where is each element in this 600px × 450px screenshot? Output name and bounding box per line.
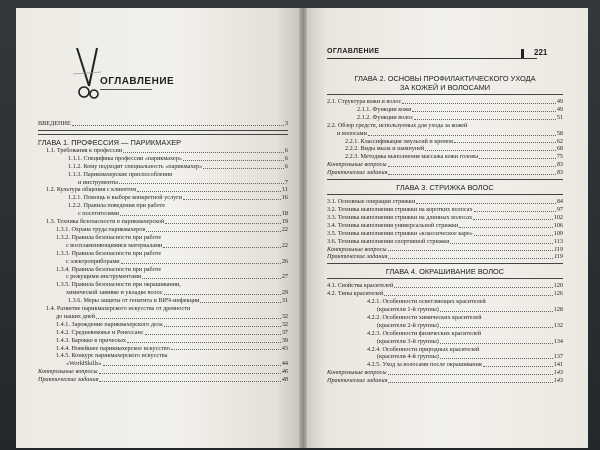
chapter-rule xyxy=(327,194,563,195)
toc-entry xyxy=(38,321,288,329)
leader-dots xyxy=(474,235,553,236)
leader-dots xyxy=(183,199,281,200)
toc-entry xyxy=(327,298,563,314)
running-head: ОГЛАВЛЕНИЕ xyxy=(327,48,380,55)
toc-entry xyxy=(327,138,563,146)
toc-page-number: 113 xyxy=(553,237,563,245)
toc-page-number: 143 xyxy=(553,377,563,385)
running-head-marker xyxy=(521,49,524,58)
toc-entry-text: 1.3.4. Правила безопасности при работе xyxy=(56,265,162,273)
toc-page-number: 32 xyxy=(281,312,288,320)
chapter-title: ГЛАВА 4. ОКРАШИВАНИЕ ВОЛОС xyxy=(385,267,505,277)
toc-page-number: 44 xyxy=(281,360,288,368)
leader-dots xyxy=(474,211,556,212)
chapter-rule xyxy=(327,94,563,95)
leader-dots xyxy=(99,381,280,382)
leader-dots xyxy=(440,358,553,359)
toc-entry-text: Контрольные вопросы xyxy=(327,369,387,377)
toc-entry xyxy=(38,163,288,171)
toc-entry xyxy=(327,214,563,222)
toc-entry-text: 1.1.3. Парикмахерские приспособления xyxy=(68,170,173,178)
toc-entry-text: 1.1. Требования к профессии xyxy=(46,146,123,154)
toc-entry xyxy=(38,352,288,368)
toc-entry-text: 4.2.1. Особенности осветляющих красителей xyxy=(367,298,486,306)
scissors-logo-icon xyxy=(71,46,105,102)
toc-page-number: 102 xyxy=(553,213,563,221)
toc-entry-text: 2.2. Обзор средств, используемых для ухода за кожей xyxy=(327,121,468,129)
toc-page-number: 97 xyxy=(556,205,563,213)
toc-entry-text: 1.3.5. Правила безопасности при окрашивании, xyxy=(56,281,181,289)
toc-entry-text: Практические задания xyxy=(327,253,388,261)
toc-entry-text: Контрольные вопросы xyxy=(327,245,387,253)
toc-entry-text-cont: с воспламеняющимися материалами xyxy=(66,241,163,249)
toc-page-number: 49 xyxy=(556,105,563,113)
leader-dots xyxy=(440,327,553,328)
toc-entry-text: Практические задания xyxy=(38,376,99,384)
toc-entry xyxy=(38,376,288,384)
leader-dots xyxy=(368,135,556,136)
toc-page-number: 134 xyxy=(553,337,563,345)
chapter-title: ЗА КОЖЕЙ И ВОЛОСАМИ xyxy=(399,83,491,92)
leader-dots xyxy=(440,311,553,312)
toc-entry-text: 1.4.5. Конкурс парикмахерского искусства xyxy=(56,352,168,360)
toc-entry-text: 1.2. Культура общения с клиентом xyxy=(46,186,137,194)
toc-entry xyxy=(327,369,563,377)
leader-dots xyxy=(146,231,281,232)
running-head-rule xyxy=(327,58,537,59)
toc-page-number: 27 xyxy=(281,273,288,281)
toc-entry-text-cont: с электроприборами xyxy=(66,257,120,265)
toc-page-number: 7 xyxy=(284,178,288,186)
toc-entry-text: 1.3.3. Правила безопасности при работе xyxy=(56,249,162,257)
toc-entry-text: 1.3.6. Меры защиты от гепатита и ВИЧ-инфекции xyxy=(68,297,200,305)
toc-page-number: 68 xyxy=(556,145,563,153)
leader-dots xyxy=(96,318,281,319)
toc-entry-text: 4.2.3. Особенности физических красителей xyxy=(367,329,482,337)
toc-page-number: 18 xyxy=(281,210,288,218)
toc-page-number: 84 xyxy=(556,198,563,206)
toc-entry-text-cont: и волосами xyxy=(337,129,367,137)
toc-entry-text: 4.1. Свойства красителей xyxy=(327,282,394,290)
toc-entry-text-cont: «WorldSkills» xyxy=(66,360,102,368)
toc-entry-text: 1.4.3. Барокко в прическах xyxy=(56,336,126,344)
leader-dots xyxy=(164,326,281,327)
toc-entry-text: 1.1.1. Специфика профессии «парикмахер» xyxy=(68,154,182,162)
leader-dots xyxy=(384,295,552,296)
toc-entry xyxy=(327,377,563,385)
toc-entry xyxy=(327,206,563,214)
leader-dots xyxy=(164,294,281,295)
leader-dots xyxy=(103,365,281,366)
toc-entry-text: 2.2.3. Методика выполнения массажа кожи головы xyxy=(345,153,479,161)
toc-entry xyxy=(327,114,563,122)
right-page xyxy=(307,8,588,448)
leader-dots xyxy=(473,219,553,220)
toc-entry xyxy=(38,186,288,194)
leader-dots xyxy=(145,334,281,335)
toc-page-number: 51 xyxy=(556,113,563,121)
toc-entry-text: 1.4. Развитие парикмахерского искусства от древности xyxy=(46,305,191,313)
leader-dots xyxy=(121,263,281,264)
toc-entry xyxy=(38,194,288,202)
toc-page-number: 119 xyxy=(554,253,563,261)
toc-entry xyxy=(327,198,563,206)
leader-dots xyxy=(412,111,555,112)
right-toc-list xyxy=(327,74,563,385)
toc-chapter xyxy=(38,138,288,147)
leader-dots xyxy=(483,366,553,367)
toc-page-number: 6 xyxy=(284,162,288,170)
toc-page-number: 128 xyxy=(553,306,563,314)
toc-entry-text: Практические задания xyxy=(327,377,388,385)
toc-entry-text: 3.6. Техника выполнения спортивной стрижки xyxy=(327,237,450,245)
toc-entry-text: 4.2.5. Уход за волосами после окрашивания xyxy=(367,361,482,369)
toc-entry xyxy=(38,368,288,376)
toc-page-number: 6 xyxy=(284,146,288,154)
chapter-rule xyxy=(38,134,288,135)
toc-entry-text: 1.2.2. Правила поведения при работе xyxy=(68,202,165,210)
toc-entry xyxy=(38,120,288,128)
toc-entry xyxy=(327,169,563,177)
toc-heading: ОГЛАВЛЕНИЕ xyxy=(100,76,175,87)
toc-entry-text: 1.3.1. Охрана труда парикмахеров xyxy=(56,225,146,233)
leader-dots xyxy=(200,302,280,303)
toc-entry xyxy=(327,145,563,153)
toc-entry xyxy=(38,250,288,266)
toc-entry xyxy=(38,218,288,226)
toc-entry-text: 1.4.2. Средневековье и Ренессанс xyxy=(56,328,144,336)
toc-entry xyxy=(327,314,563,330)
toc-entry-text: 2.1.2. Функции волос xyxy=(357,113,414,121)
toc-entry xyxy=(38,337,288,345)
toc-page-number: 143 xyxy=(553,369,563,377)
leader-dots xyxy=(163,247,280,248)
toc-page-number: 3 xyxy=(284,120,288,127)
toc-entry-text: 4.2.4. Особенности природных красителей xyxy=(367,345,480,353)
toc-entry xyxy=(38,147,288,155)
book-gutter xyxy=(299,8,307,448)
toc-entry-text: 3.5. Техника выполнения стрижки «классическое каре» xyxy=(327,229,473,237)
chapter-title: ГЛАВА 3. СТРИЖКА ВОЛОС xyxy=(396,183,494,193)
toc-entry-text: 1.1.2. Кому подходит специальность «парикмахер» xyxy=(68,162,203,170)
toc-entry-text-cont: с режущими инструментами xyxy=(66,273,142,281)
toc-page-number: 141 xyxy=(553,361,563,369)
toc-page-number: 75 xyxy=(556,153,563,161)
toc-page-number: 119 xyxy=(554,245,563,253)
leader-dots xyxy=(165,223,281,224)
leader-dots xyxy=(183,160,284,161)
toc-entry xyxy=(38,345,288,353)
toc-entry xyxy=(327,153,563,161)
left-page xyxy=(16,8,299,448)
toc-entry-text-cont: (красители 4-й группы) xyxy=(377,353,439,361)
toc-entry-text: 3.3. Техника выполнения стрижки на длинных волосах xyxy=(327,213,473,221)
toc-entry xyxy=(327,290,563,298)
leader-dots xyxy=(459,227,552,228)
toc-entry xyxy=(38,305,288,321)
leader-dots xyxy=(120,215,281,216)
toc-entry xyxy=(327,98,563,106)
leader-dots xyxy=(440,343,553,344)
toc-entry-text-cont: (красители 3-й группы) xyxy=(377,337,439,345)
leader-dots xyxy=(416,203,556,204)
toc-entry-text-cont: до наших дней xyxy=(56,312,96,320)
toc-entry xyxy=(38,266,288,282)
leader-dots xyxy=(171,349,281,350)
toc-entry xyxy=(327,253,563,261)
toc-entry-text: 2.2.1. Классификация эмульсий и кремов xyxy=(345,137,454,145)
toc-page-number: 83 xyxy=(556,161,563,169)
toc-entry xyxy=(327,330,563,346)
toc-entry xyxy=(38,171,288,187)
toc-entry-text: 1.3. Техника безопасности в парикмахерской xyxy=(46,218,165,226)
leader-dots xyxy=(142,278,281,279)
toc-page-number: 137 xyxy=(553,353,563,361)
toc-entry xyxy=(38,329,288,337)
toc-entry xyxy=(327,230,563,238)
toc-page-number: 120 xyxy=(553,282,563,290)
leader-dots xyxy=(454,142,556,143)
leader-dots xyxy=(388,258,553,259)
toc-page-number: 132 xyxy=(553,321,563,329)
toc-page-number: 83 xyxy=(556,169,563,177)
toc-entry-text: 2.1. Структура кожи и волос xyxy=(327,98,402,105)
leader-dots xyxy=(137,191,281,192)
toc-page-number: 29 xyxy=(281,289,288,297)
toc-entry xyxy=(327,161,563,169)
chapter-rule xyxy=(327,263,563,264)
toc-entry-text: 3.4. Техника выполнения универсальной стрижки xyxy=(327,221,459,229)
toc-entry xyxy=(327,246,563,254)
toc-entry-text: Контрольные вопросы xyxy=(38,368,98,376)
leader-dots xyxy=(450,243,553,244)
toc-entry xyxy=(38,297,288,305)
toc-page-number: 62 xyxy=(556,137,563,145)
leader-dots xyxy=(127,342,281,343)
toc-entry-text: 1.4.4. Новейшее парикмахерское искусство xyxy=(56,344,170,352)
toc-entry-text: ВВЕДЕНИЕ xyxy=(38,120,71,127)
leader-dots xyxy=(123,152,284,153)
toc-entry xyxy=(327,346,563,362)
toc-page-number: 106 xyxy=(553,221,563,229)
toc-entry xyxy=(327,282,563,290)
toc-entry xyxy=(327,238,563,246)
toc-entry-text: 3.2. Техника выполнения стрижки на коротких волосах xyxy=(327,205,473,213)
leader-dots xyxy=(99,373,281,374)
toc-page-number: 58 xyxy=(556,129,563,137)
toc-entry-text: ГЛАВА 1. ПРОФЕССИЯ — ПАРИКМАХЕР xyxy=(38,137,182,147)
leader-dots xyxy=(388,174,555,175)
toc-entry xyxy=(38,202,288,218)
heading-rule xyxy=(100,89,152,90)
toc-entry-text: 2.2.2. Виды мыла и шампуней xyxy=(345,145,425,153)
toc-entry-text: 3.1. Основные операции стрижки xyxy=(327,198,416,206)
toc-page-number: 126 xyxy=(553,290,563,298)
toc-entry xyxy=(327,122,563,138)
toc-page-number: 39 xyxy=(281,336,288,344)
section-rule xyxy=(38,130,288,131)
toc-page-number: 46 xyxy=(281,368,288,376)
toc-entry xyxy=(38,234,288,250)
toc-entry-text: 4.2. Типы красителей xyxy=(327,290,384,298)
toc-page-number: 11 xyxy=(282,186,288,194)
toc-page-number: 32 xyxy=(281,320,288,328)
toc-entry xyxy=(38,281,288,297)
toc-page-number: 26 xyxy=(281,257,288,265)
page-number: 221 xyxy=(534,48,548,57)
leader-dots xyxy=(479,158,555,159)
leader-dots xyxy=(402,103,555,104)
toc-entry-text-cont: (красители 2-й группы) xyxy=(377,321,439,329)
toc-entry-text: 2.1.1. Функции кожи xyxy=(357,105,412,113)
toc-page-number: 49 xyxy=(556,98,563,105)
leader-dots xyxy=(388,382,552,383)
toc-entry-text-cont: и инструменты xyxy=(78,178,118,186)
toc-page-number: 6 xyxy=(284,154,288,162)
toc-entry-text: 1.2.1. Помощь в выборе конкретной услуги xyxy=(68,194,183,202)
toc-page-number: 37 xyxy=(281,328,288,336)
leader-dots xyxy=(394,287,552,288)
toc-page-number: 22 xyxy=(281,225,288,233)
toc-page-number: 16 xyxy=(281,194,288,202)
toc-entry xyxy=(327,361,563,369)
leader-dots xyxy=(388,250,554,251)
toc-page-number: 48 xyxy=(281,376,288,384)
leader-dots xyxy=(119,183,284,184)
toc-page-number: 22 xyxy=(281,241,288,249)
toc-entry xyxy=(38,226,288,234)
leader-dots xyxy=(72,125,284,126)
toc-page-number: 31 xyxy=(281,297,288,305)
toc-entry xyxy=(327,106,563,114)
toc-entry-text: 1.3.2. Правила безопасности при работе xyxy=(56,233,162,241)
toc-page-number: 19 xyxy=(281,218,288,226)
toc-entry xyxy=(327,222,563,230)
toc-entry xyxy=(38,155,288,163)
leader-dots xyxy=(388,374,553,375)
toc-entry-text-cont: химической завивке и укладке волос xyxy=(66,289,163,297)
toc-entry-text: 4.2.2. Особенности химических красителей xyxy=(367,313,482,321)
left-toc-list xyxy=(38,120,288,384)
chapter-rule xyxy=(327,179,563,180)
leader-dots xyxy=(414,119,556,120)
leader-dots xyxy=(203,168,284,169)
chapter-title: ГЛАВА 2. ОСНОВЫ ПРОФИЛАКТИЧЕСКОГО УХОДА xyxy=(354,74,536,83)
toc-entry-text-cont: (красители 1-й группы) xyxy=(377,306,439,314)
toc-entry-text: Контрольные вопросы xyxy=(327,161,387,169)
leader-dots xyxy=(388,166,556,167)
toc-entry-text: Практические задания xyxy=(327,169,388,177)
leader-dots xyxy=(425,150,556,151)
toc-entry-text: 1.4.1. Зарождение парикмахерского дела xyxy=(56,320,163,328)
toc-page-number: 109 xyxy=(553,229,563,237)
toc-page-number: 43 xyxy=(281,344,288,352)
book-spread xyxy=(16,8,588,448)
chapter-rule xyxy=(327,278,563,279)
toc-entry-text-cont: с посетителями xyxy=(78,210,120,218)
